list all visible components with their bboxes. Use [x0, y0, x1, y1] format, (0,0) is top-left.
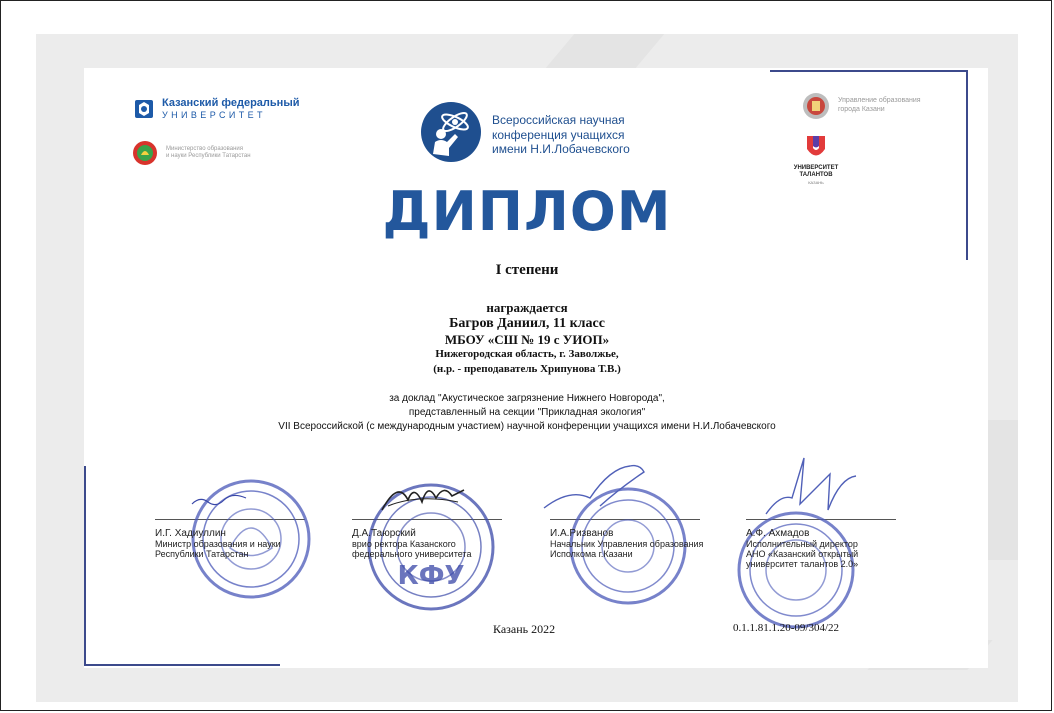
signer-position: врио ректора Казанского — [352, 539, 456, 549]
atom-person-icon — [419, 100, 483, 164]
ministry-line1: Министерство образования — [166, 145, 244, 152]
registration-number: 0.1.1.81.1.20-09/304/22 — [733, 622, 840, 634]
region: Нижегородская область, г. Заволжье, — [435, 348, 619, 360]
signer-name: А.Ф. Ахмадов — [746, 528, 810, 539]
signer-name: И.Г. Хадиуллин — [155, 528, 226, 539]
kfu-logo — [134, 98, 299, 120]
talents-logo — [786, 134, 846, 186]
conference-logo-text — [492, 113, 630, 157]
signer-position: Министр образования и науки — [155, 539, 281, 549]
degree: I степени — [495, 262, 559, 278]
signer-position: Республики Татарстан — [155, 549, 249, 559]
supervisor: (н.р. - преподаватель Хрипунова Т.В.) — [433, 363, 621, 375]
frame-line-top-right — [770, 70, 968, 72]
signer-name: И.А.Ризванов — [550, 528, 614, 539]
kazan-education-logo — [802, 92, 921, 120]
ministry-line2: и науки Республики Татарстан — [166, 153, 251, 159]
frame-line-left — [84, 466, 86, 666]
signature-block-4 — [746, 528, 858, 569]
city-emblem-icon — [802, 92, 830, 120]
school-name: МБОУ «СШ № 19 с УИОП» — [444, 332, 610, 347]
ministry-emblem-icon — [132, 140, 158, 166]
signer-position: федерального университета — [352, 549, 472, 559]
signature-2 — [378, 476, 468, 516]
kfu-emblem-icon — [134, 99, 154, 119]
signature-block-3 — [550, 528, 703, 559]
signer-position: Начальник Управления образования — [550, 539, 704, 549]
conference-logo-line1: Всероссийская научная — [492, 113, 625, 127]
conference-logo-line2: конференция учащихся — [492, 127, 625, 142]
signature-block-2 — [352, 528, 471, 559]
report-title: за доклад "Акустическое загрязнение Нижнего Новгорода", — [389, 393, 665, 404]
kazan-education-line2: города Казани — [838, 106, 885, 113]
kfu-name-line1: Казанский федеральный — [162, 97, 300, 109]
diploma-title: ДИПЛОМ — [382, 180, 672, 243]
signature-1 — [190, 490, 250, 510]
city-year: Казань 2022 — [493, 622, 556, 636]
awarded-label: награждается — [486, 300, 568, 315]
recipient-name: Багров Даниил, 11 класс — [449, 316, 605, 331]
signer-position: Исполнительный директор — [746, 539, 858, 549]
signature-block-1 — [155, 528, 281, 559]
ministry-logo — [132, 140, 251, 166]
section-name: представленный на секции "Прикладная экология" — [408, 407, 646, 418]
kfu-stamp-text: КФУ — [397, 561, 465, 591]
signature-4 — [760, 454, 860, 524]
kazan-education-line1: Управление образования — [838, 97, 921, 105]
signer-position: университет талантов 2.0» — [746, 559, 859, 569]
talents-line3: КАЗАНЬ — [808, 180, 824, 185]
frame-line-bottom-left — [84, 664, 280, 666]
talents-line2: ТАЛАНТОВ — [799, 172, 833, 178]
signer-position: Исполкома г.Казани — [550, 549, 633, 559]
signature-3 — [540, 458, 650, 518]
signer-name: Д.А.Таюрский — [352, 528, 416, 539]
conference-logo-line3: имени Н.И.Лобачевского — [492, 142, 630, 156]
kfu-name-line2: УНИВЕРСИТЕТ — [162, 110, 266, 120]
talents-line1: УНИВЕРСИТЕТ — [793, 165, 839, 171]
conference-name: VII Всероссийской (с международным участием) научной конференции учащихся имени Н.И.Лобачевского — [278, 421, 776, 432]
talents-u-icon — [805, 134, 827, 160]
signer-position: АНО «Казанский открытый — [746, 549, 859, 559]
